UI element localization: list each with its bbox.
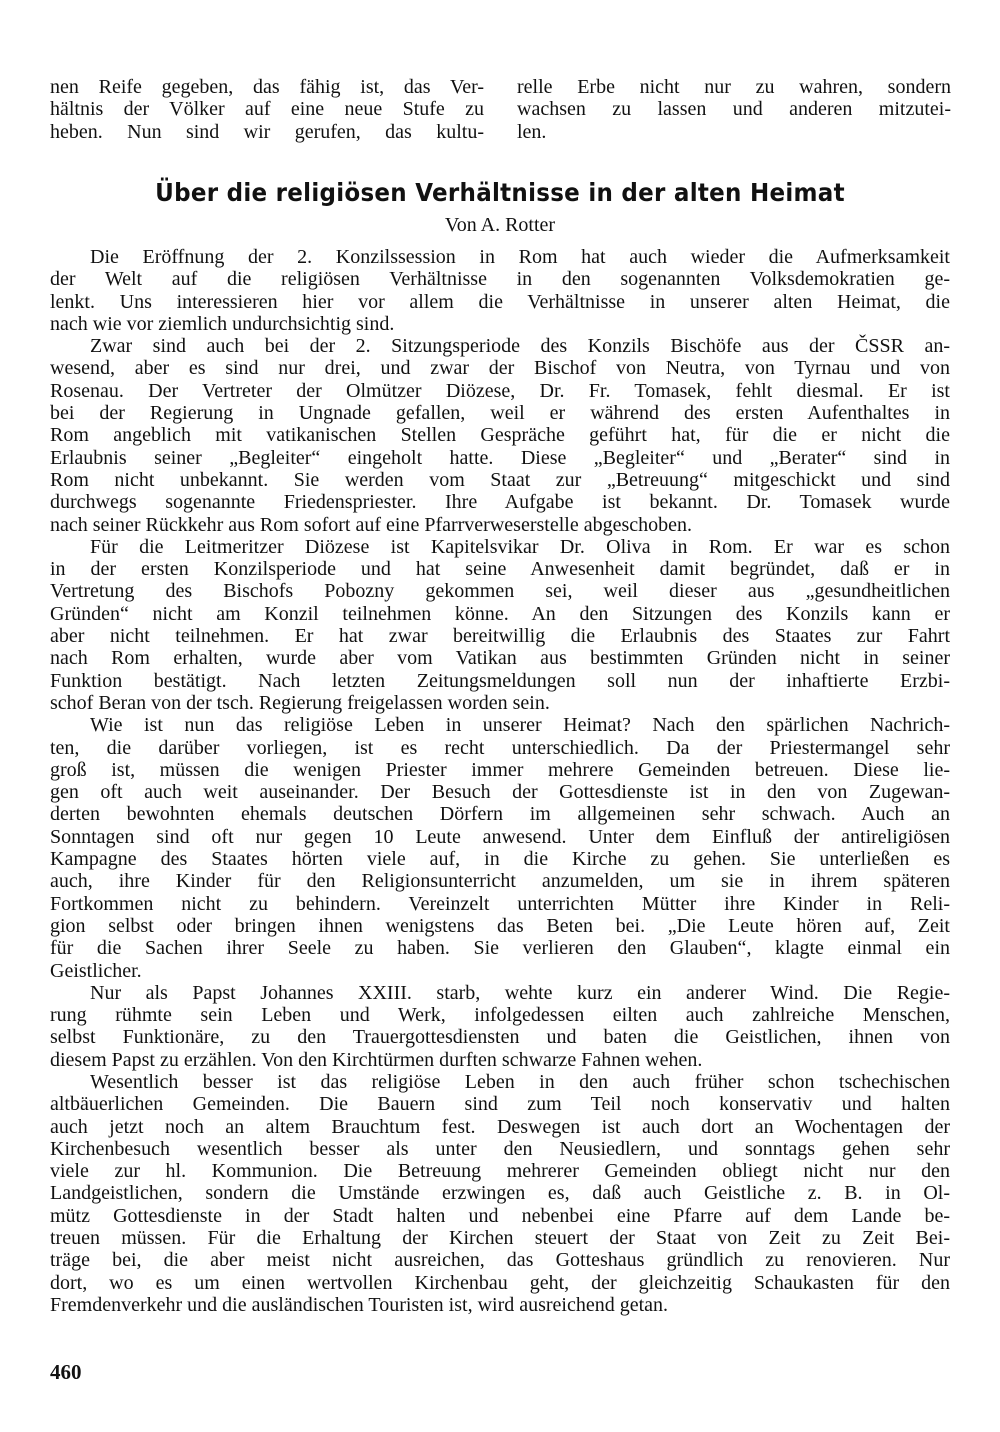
text-line: mütz Gottesdienste in der Stadt halten und nebenbei eine Pfarre auf dem Lande be-: [50, 1204, 950, 1227]
previous-article-left-column: [50, 76, 484, 143]
text-line: gion selbst oder bringen ihnen wenigstens das Beten bei. „Die Leute hören auf, Zeit: [50, 914, 950, 937]
text-line: auch, ihre Kinder für den Religionsunterricht anzumelden, um sie in ihrem späteren: [50, 870, 950, 893]
text-line: selbst Funktionäre, zu den Trauergottesdiensten und baten die Geistlichen, ihnen von: [50, 1026, 950, 1049]
text-line: auch jetzt noch an altem Brauchtum fest. Deswegen ist auch dort an Wochentagen der: [50, 1115, 950, 1138]
text-line: heben. Nun sind wir gerufen, das kultu-: [50, 120, 484, 143]
paragraph: [50, 1071, 950, 1316]
text-line: dort, wo es um einen wertvollen Kirchenbau geht, der gleichzeitig Schaukasten für den: [50, 1271, 950, 1294]
text-line: wesend, aber es sind nur drei, und zwar der Bischof von Neutra, von Tyrnau und von: [50, 357, 950, 380]
text-line: derten bewohnten ehemals deutschen Dörfern im allgemeinen sehr schwach. Auch an: [50, 803, 950, 826]
text-line: Gründen“ nicht am Konzil teilnehmen könne. An den Sitzungen des Konzils kann er: [50, 602, 950, 625]
text-line: nach seiner Rückkehr aus Rom sofort auf eine Pfarrverweserstelle abgeschoben.: [50, 513, 692, 536]
text-line: nen Reife gegeben, das fähig ist, das Ver-: [50, 76, 484, 98]
text-line: schof Beran von der tsch. Regierung freigelassen worden sein.: [50, 691, 550, 714]
article-body: [50, 246, 950, 1316]
text-line: Sonntagen sind oft nur gegen 10 Leute anwesend. Unter dem Einfluß der antireligiösen: [50, 825, 950, 848]
paragraph: [50, 246, 950, 335]
text-line: Wie ist nun das religiöse Leben in unserer Heimat? Nach den spärlichen Nachrich-: [90, 714, 950, 737]
page-number: 460: [50, 1360, 82, 1384]
text-line: Erlaubnis seiner „Begleiter“ eingeholt hatte. Diese „Begleiter“ und „Berater“ sind in: [50, 446, 950, 469]
text-line: Rosenau. Der Vertreter der Olmützer Diözese, Dr. Fr. Tomasek, fehlt diesmal. Er ist: [50, 379, 950, 402]
previous-article-right-column: [517, 76, 951, 143]
text-line: in der ersten Konzilsperiode und hat seine Anwesenheit damit begründet, daß er in: [50, 558, 950, 581]
text-line: wachsen zu lassen und anderen mitzutei-: [517, 98, 951, 121]
text-line: diesem Papst zu erzählen. Von den Kirchtürmen durften schwarze Fahnen wehen.: [50, 1048, 703, 1071]
text-line: rung rühmte sein Leben und Werk, infolgedessen eilten auch zahlreiche Menschen,: [50, 1004, 950, 1027]
text-line: Rom angeblich mit vatikanischen Stellen Gespräche geführt hat, für die er nicht die: [50, 424, 950, 447]
text-line: treuen müssen. Für die Erhaltung der Kirchen steuert der Staat von Zeit zu Zeit Bei-: [50, 1227, 950, 1250]
article-author: Von A. Rotter: [444, 214, 556, 236]
text-line: ten, die darüber vorliegen, ist es recht unterschiedlich. Da der Priestermangel sehr: [50, 736, 950, 759]
text-line: aber nicht teilnehmen. Er hat zwar bereitwillig die Erlaubnis des Staates zur Fahrt: [50, 625, 950, 648]
paragraph: [50, 714, 950, 982]
text-line: nach Rom erhalten, wurde aber vom Vatikan aus bestimmten Gründen nicht in seiner: [50, 647, 950, 670]
text-line: Kampagne des Staates hörten viele auf, in die Kirche zu gehen. Sie unterließen es: [50, 848, 950, 871]
text-line: Fremdenverkehr und die ausländischen Touristen ist, wird ausreichend getan.: [50, 1293, 669, 1316]
text-line: Für die Leitmeritzer Diözese ist Kapitelsvikar Dr. Oliva in Rom. Er war es schon: [90, 535, 950, 558]
text-line: Die Eröffnung der 2. Konzilssession in Rom hat auch wieder die Aufmerksamkeit: [90, 246, 950, 268]
text-line: Vertretung des Bischofs Pobozny gekommen sei, weil dieser aus „gesundheitlichen: [50, 580, 950, 603]
paragraph: [50, 982, 950, 1071]
text-line: Funktion bestätigt. Nach letzten Zeitungsmeldungen soll nun der inhaftierte Erzbi-: [50, 669, 950, 692]
text-line: groß ist, müssen die wenigen Priester immer mehrere Gemeinden betreuen. Diese lie-: [50, 758, 950, 781]
text-line: bei der Regierung in Ungnade gefallen, weil er während des ersten Aufenthaltes in: [50, 402, 950, 425]
paragraph: [50, 335, 950, 536]
text-line: Kirchenbesuch wesentlich besser als unter den Neusiedlern, und sonntags gehen sehr: [50, 1137, 950, 1160]
text-line: Geistlicher.: [50, 959, 142, 982]
text-line: viele zur hl. Kommunion. Die Betreuung mehrerer Gemeinden obliegt nicht nur den: [50, 1160, 950, 1183]
text-line: lenkt. Uns interessieren hier vor allem die Verhältnisse in unserer alten Heimat, die: [50, 290, 950, 313]
text-line: gen oft auch weit auseinander. Der Besuch der Gottesdienste ist in den von Zugewan-: [50, 781, 950, 804]
paragraph: [50, 536, 950, 714]
text-line: Zwar sind auch bei der 2. Sitzungsperiode des Konzils Bischöfe aus der ČSSR an-: [90, 335, 950, 358]
text-line: der Welt auf die religiösen Verhältnisse in den sogenannten Volksdemokratien ge-: [50, 268, 950, 291]
text-line: nach wie vor ziemlich undurchsichtig sind.: [50, 312, 395, 335]
text-line: altbäuerlichen Gemeinden. Die Bauern sind zum Teil noch konservativ und halten: [50, 1093, 950, 1116]
text-line: len.: [517, 120, 547, 143]
text-line: für die Sachen ihrer Seele zu haben. Sie verlieren den Glauben“, klagte einmal ein: [50, 937, 950, 960]
article-title: Über die religiösen Verhältnisse in der alten Heimat: [155, 178, 845, 207]
text-line: durchwegs sogenannte Friedenspriester. Ihre Aufgabe ist bekannt. Dr. Tomasek wurde: [50, 491, 950, 514]
text-line: Rom nicht unbekannt. Sie werden vom Staat zur „Betreuung“ mitgeschickt und sind: [50, 468, 950, 491]
text-line: Fortkommen nicht zu behindern. Vereinzelt unterrichten Mütter ihre Kinder in Reli-: [50, 892, 950, 915]
text-line: Nur als Papst Johannes XXIII. starb, wehte kurz ein anderer Wind. Die Regie-: [90, 981, 950, 1004]
text-line: relle Erbe nicht nur zu wahren, sondern: [517, 76, 951, 98]
text-line: Wesentlich besser ist das religiöse Leben in den auch früher schon tschechischen: [90, 1070, 950, 1093]
text-line: hältnis der Völker auf eine neue Stufe zu: [50, 98, 484, 121]
text-line: Landgeistlichen, sondern die Umstände erzwingen es, daß auch Geistliche z. B. in Ol-: [50, 1182, 950, 1205]
text-line: träge bei, die aber meist nicht ausreichen, das Gotteshaus gründlich zu renovieren. Nur: [50, 1249, 950, 1272]
